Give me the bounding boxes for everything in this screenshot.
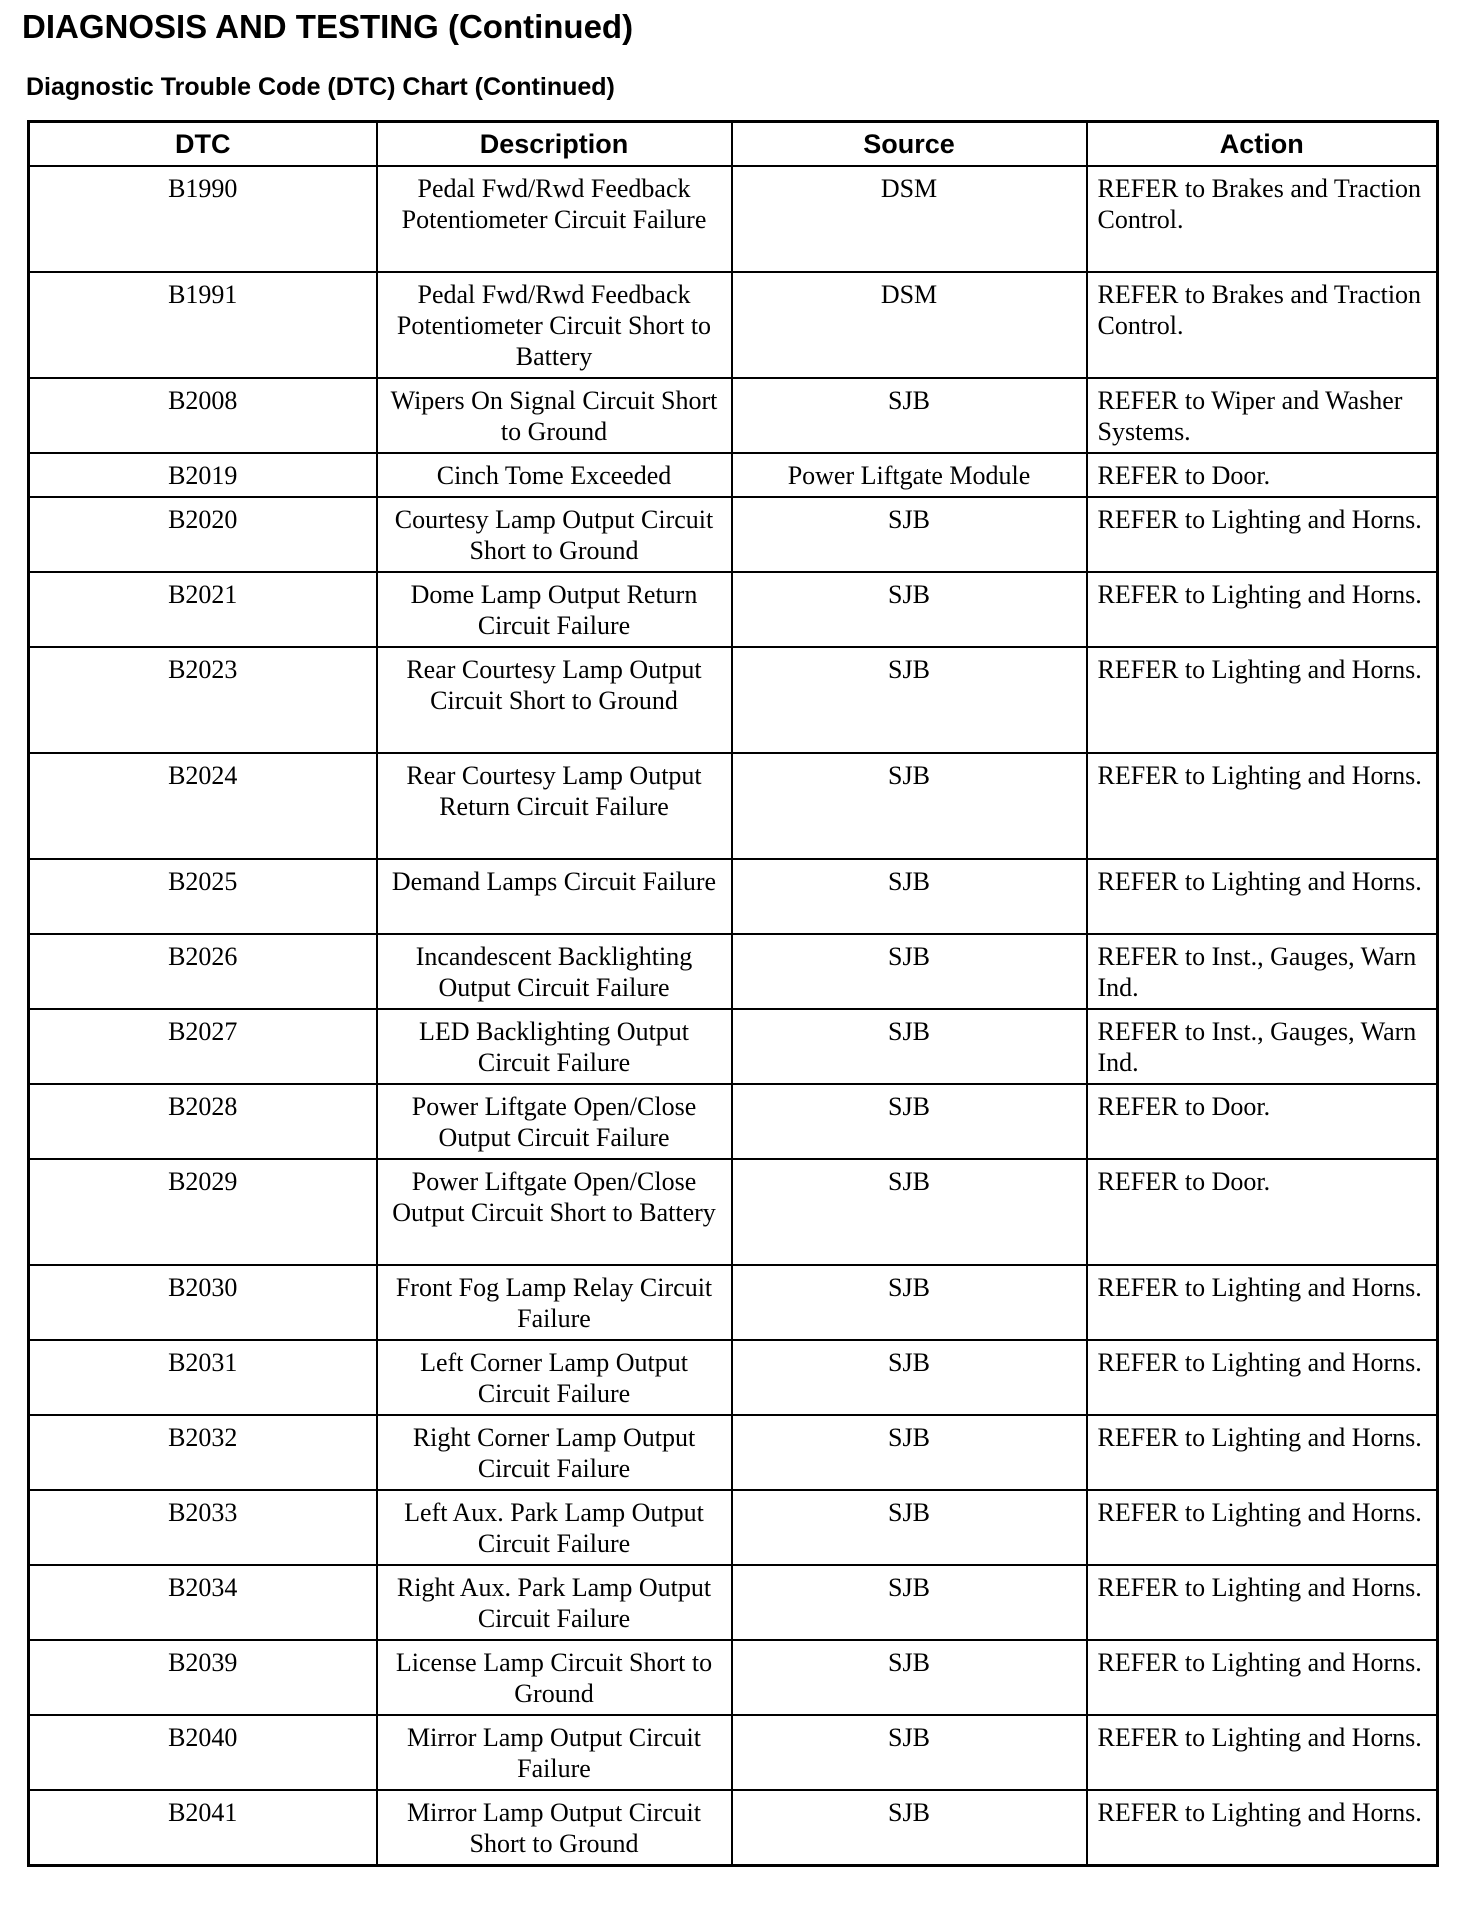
dtc-description: Mirror Lamp Output Circuit Failure bbox=[377, 1715, 732, 1790]
column-header-source: Source bbox=[732, 122, 1087, 167]
table-row bbox=[29, 647, 1438, 753]
dtc-action: REFER to Door. bbox=[1087, 1084, 1438, 1159]
dtc-action: REFER to Lighting and Horns. bbox=[1087, 1340, 1438, 1415]
table-row bbox=[29, 1084, 1438, 1159]
dtc-action: REFER to Lighting and Horns. bbox=[1087, 859, 1438, 934]
dtc-code: B2028 bbox=[29, 1084, 377, 1159]
dtc-code: B2031 bbox=[29, 1340, 377, 1415]
dtc-table-header bbox=[29, 122, 1438, 167]
dtc-code: B1990 bbox=[29, 166, 377, 272]
table-row bbox=[29, 1490, 1438, 1565]
dtc-action: REFER to Brakes and Traction Control. bbox=[1087, 272, 1438, 378]
dtc-source: DSM bbox=[732, 166, 1087, 272]
dtc-action: REFER to Lighting and Horns. bbox=[1087, 753, 1438, 859]
dtc-action: REFER to Inst., Gauges, Warn Ind. bbox=[1087, 934, 1438, 1009]
table-row bbox=[29, 753, 1438, 859]
dtc-action: REFER to Door. bbox=[1087, 453, 1438, 497]
dtc-action: REFER to Lighting and Horns. bbox=[1087, 1565, 1438, 1640]
table-row bbox=[29, 1565, 1438, 1640]
dtc-code: B2041 bbox=[29, 1790, 377, 1865]
dtc-code: B2030 bbox=[29, 1265, 377, 1340]
dtc-source: SJB bbox=[732, 647, 1087, 753]
table-row bbox=[29, 453, 1438, 497]
dtc-source: SJB bbox=[732, 1009, 1087, 1084]
dtc-source: SJB bbox=[732, 1790, 1087, 1865]
table-row bbox=[29, 1640, 1438, 1715]
dtc-action: REFER to Lighting and Horns. bbox=[1087, 1490, 1438, 1565]
table-row bbox=[29, 272, 1438, 378]
dtc-code: B2023 bbox=[29, 647, 377, 753]
dtc-code: B2040 bbox=[29, 1715, 377, 1790]
table-row bbox=[29, 859, 1438, 934]
column-header-description: Description bbox=[377, 122, 732, 167]
dtc-description: Incandescent Backlighting Output Circuit Failure bbox=[377, 934, 732, 1009]
dtc-description: Rear Courtesy Lamp Output Return Circuit Failure bbox=[377, 753, 732, 859]
dtc-source: SJB bbox=[732, 1490, 1087, 1565]
dtc-description: Power Liftgate Open/Close Output Circuit Short to Battery bbox=[377, 1159, 732, 1265]
dtc-description: Power Liftgate Open/Close Output Circuit Failure bbox=[377, 1084, 732, 1159]
dtc-source: SJB bbox=[732, 859, 1087, 934]
dtc-description: Pedal Fwd/Rwd Feedback Potentiometer Circuit Failure bbox=[377, 166, 732, 272]
table-row bbox=[29, 378, 1438, 453]
dtc-source: Power Liftgate Module bbox=[732, 453, 1087, 497]
dtc-code: B2034 bbox=[29, 1565, 377, 1640]
column-header-dtc: DTC bbox=[29, 122, 377, 167]
dtc-description: Dome Lamp Output Return Circuit Failure bbox=[377, 572, 732, 647]
dtc-source: DSM bbox=[732, 272, 1087, 378]
dtc-code: B2039 bbox=[29, 1640, 377, 1715]
dtc-action: REFER to Lighting and Horns. bbox=[1087, 1790, 1438, 1865]
dtc-code: B2032 bbox=[29, 1415, 377, 1490]
dtc-action: REFER to Wiper and Washer Systems. bbox=[1087, 378, 1438, 453]
dtc-description: Right Aux. Park Lamp Output Circuit Failure bbox=[377, 1565, 732, 1640]
dtc-description: Demand Lamps Circuit Failure bbox=[377, 859, 732, 934]
dtc-description: Wipers On Signal Circuit Short to Ground bbox=[377, 378, 732, 453]
dtc-description: Left Corner Lamp Output Circuit Failure bbox=[377, 1340, 732, 1415]
dtc-source: SJB bbox=[732, 1415, 1087, 1490]
dtc-code: B2026 bbox=[29, 934, 377, 1009]
dtc-table bbox=[27, 120, 1439, 1867]
dtc-action: REFER to Lighting and Horns. bbox=[1087, 1715, 1438, 1790]
dtc-description: Courtesy Lamp Output Circuit Short to Ground bbox=[377, 497, 732, 572]
dtc-description: Right Corner Lamp Output Circuit Failure bbox=[377, 1415, 732, 1490]
dtc-code: B2033 bbox=[29, 1490, 377, 1565]
dtc-code: B2021 bbox=[29, 572, 377, 647]
dtc-source: SJB bbox=[732, 1159, 1087, 1265]
table-row bbox=[29, 1340, 1438, 1415]
dtc-description: LED Backlighting Output Circuit Failure bbox=[377, 1009, 732, 1084]
table-row bbox=[29, 572, 1438, 647]
table-row bbox=[29, 1159, 1438, 1265]
dtc-code: B2024 bbox=[29, 753, 377, 859]
dtc-action: REFER to Door. bbox=[1087, 1159, 1438, 1265]
dtc-source: SJB bbox=[732, 1715, 1087, 1790]
dtc-code: B2027 bbox=[29, 1009, 377, 1084]
dtc-action: REFER to Inst., Gauges, Warn Ind. bbox=[1087, 1009, 1438, 1084]
dtc-source: SJB bbox=[732, 934, 1087, 1009]
dtc-description: Mirror Lamp Output Circuit Short to Ground bbox=[377, 1790, 732, 1865]
column-header-action: Action bbox=[1087, 122, 1438, 167]
dtc-code: B1991 bbox=[29, 272, 377, 378]
dtc-action: REFER to Lighting and Horns. bbox=[1087, 1415, 1438, 1490]
table-row bbox=[29, 1265, 1438, 1340]
dtc-source: SJB bbox=[732, 1565, 1087, 1640]
dtc-source: SJB bbox=[732, 1340, 1087, 1415]
dtc-description: Cinch Tome Exceeded bbox=[377, 453, 732, 497]
dtc-source: SJB bbox=[732, 753, 1087, 859]
dtc-action: REFER to Lighting and Horns. bbox=[1087, 497, 1438, 572]
dtc-action: REFER to Lighting and Horns. bbox=[1087, 647, 1438, 753]
table-row bbox=[29, 166, 1438, 272]
dtc-action: REFER to Lighting and Horns. bbox=[1087, 1640, 1438, 1715]
table-row bbox=[29, 497, 1438, 572]
dtc-source: SJB bbox=[732, 497, 1087, 572]
dtc-description: License Lamp Circuit Short to Ground bbox=[377, 1640, 732, 1715]
dtc-code: B2020 bbox=[29, 497, 377, 572]
table-row bbox=[29, 934, 1438, 1009]
dtc-code: B2029 bbox=[29, 1159, 377, 1265]
dtc-code: B2019 bbox=[29, 453, 377, 497]
dtc-description: Pedal Fwd/Rwd Feedback Potentiometer Circuit Short to Battery bbox=[377, 272, 732, 378]
dtc-source: SJB bbox=[732, 572, 1087, 647]
dtc-action: REFER to Lighting and Horns. bbox=[1087, 572, 1438, 647]
header-row bbox=[29, 122, 1438, 167]
page-title: DIAGNOSIS AND TESTING (Continued) bbox=[22, 8, 634, 45]
dtc-source: SJB bbox=[732, 378, 1087, 453]
chart-subtitle: Diagnostic Trouble Code (DTC) Chart (Continued) bbox=[26, 73, 615, 101]
dtc-code: B2025 bbox=[29, 859, 377, 934]
dtc-action: REFER to Brakes and Traction Control. bbox=[1087, 166, 1438, 272]
dtc-table-body bbox=[29, 166, 1438, 1865]
dtc-source: SJB bbox=[732, 1084, 1087, 1159]
table-row bbox=[29, 1715, 1438, 1790]
dtc-source: SJB bbox=[732, 1265, 1087, 1340]
dtc-source: SJB bbox=[732, 1640, 1087, 1715]
dtc-description: Left Aux. Park Lamp Output Circuit Failure bbox=[377, 1490, 732, 1565]
dtc-description: Rear Courtesy Lamp Output Circuit Short to Ground bbox=[377, 647, 732, 753]
dtc-action: REFER to Lighting and Horns. bbox=[1087, 1265, 1438, 1340]
dtc-description: Front Fog Lamp Relay Circuit Failure bbox=[377, 1265, 732, 1340]
table-row bbox=[29, 1009, 1438, 1084]
table-row bbox=[29, 1415, 1438, 1490]
dtc-code: B2008 bbox=[29, 378, 377, 453]
table-row bbox=[29, 1790, 1438, 1865]
